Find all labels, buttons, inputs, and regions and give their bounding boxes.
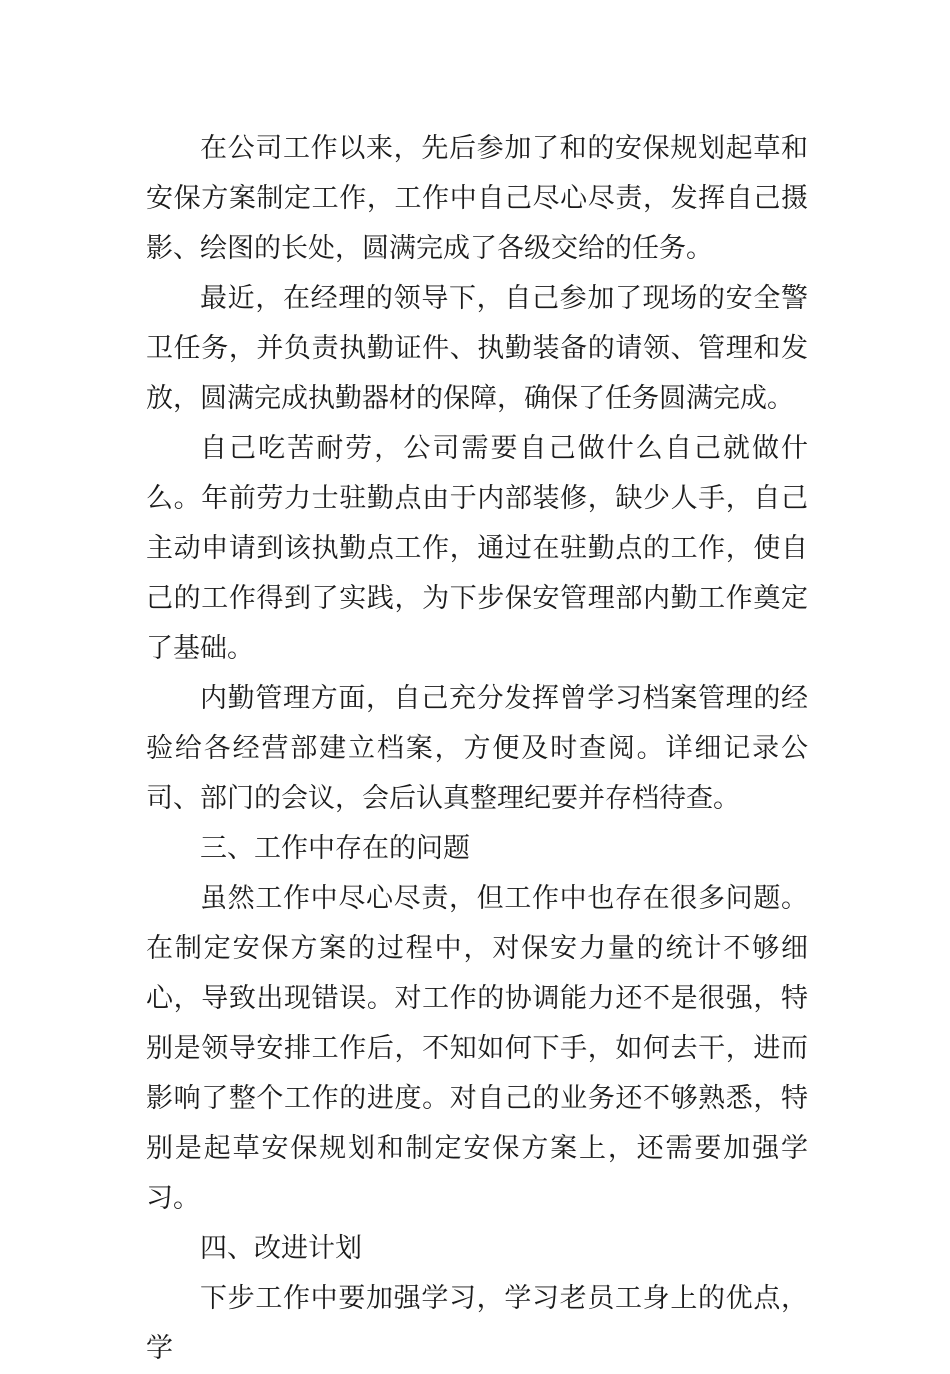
paragraph-security-task: 最近，在经理的领导下，自己参加了现场的安全警卫任务，并负责执勤证件、执勤装备的请领、管理和发放，圆满完成执勤器材的保障，确保了任务圆满完成。 — [146, 283, 808, 414]
section-heading-improvement-plan: 四、改进计划 — [200, 1233, 362, 1264]
document-page — [146, 124, 808, 1374]
paragraph-work-experience: 在公司工作以来，先后参加了和的安保规划起草和安保方案制定工作，工作中自己尽心尽责，发挥自己摄影、绘图的长处，圆满完成了各级交给的任务。 — [146, 133, 808, 264]
paragraph-internal-management: 内勤管理方面，自己充分发挥曾学习档案管理的经验给各经营部建立档案，方便及时查阅。详细记录公司、部门的会议，会后认真整理纪要并存档待查。 — [146, 683, 808, 814]
paragraph-improvement-plan: 下步工作中要加强学习，学习老员工身上的优点，学 — [146, 1283, 808, 1364]
section-heading-problems: 三、工作中存在的问题 — [200, 833, 470, 864]
paragraph-problems: 虽然工作中尽心尽责，但工作中也存在很多问题。在制定安保方案的过程中，对保安力量的统计不够细心，导致出现错误。对工作的协调能力还不是很强，特别是领导安排工作后，不知如何下手，如何去干，进而影响了整个工作的进度。对自己的业务还不够熟悉，特别是起草安保规划和制定安保方案上，还需要加强学习。 — [146, 883, 808, 1214]
paragraph-hard-work: 自己吃苦耐劳，公司需要自己做什么自己就做什么。年前劳力士驻勤点由于内部装修，缺少人手，自己主动申请到该执勤点工作，通过在驻勤点的工作，使自己的工作得到了实践，为下步保安管理部内勤工作奠定了基础。 — [146, 433, 808, 664]
